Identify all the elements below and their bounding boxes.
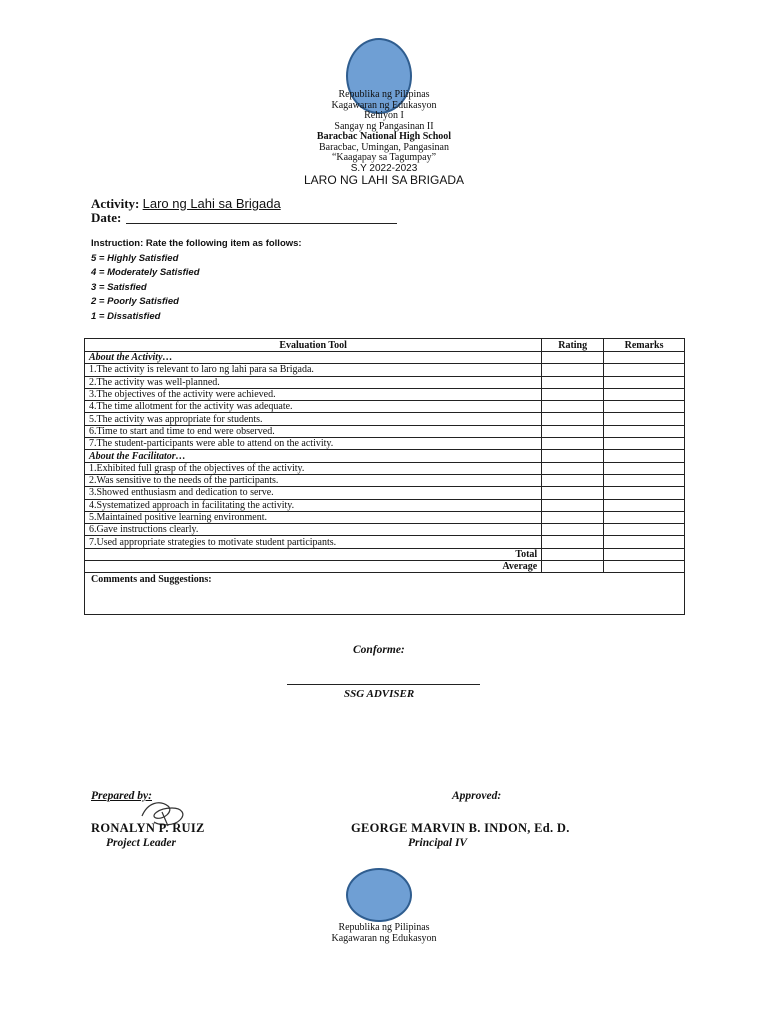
activity-label: Activity:	[91, 196, 140, 211]
footer-letterhead	[0, 923, 768, 944]
footer-line: Kagawaran ng Edukasyon	[331, 932, 437, 944]
header-line: Republika ng Pilipinas	[338, 89, 430, 100]
rating-cell[interactable]	[542, 450, 604, 462]
school-motto: “Kaagapay sa Tagumpay”	[331, 152, 437, 163]
instruction-block	[91, 237, 302, 324]
rating-cell[interactable]	[542, 401, 604, 413]
rating-cell[interactable]	[542, 364, 604, 376]
column-header: Evaluation Tool	[85, 339, 542, 352]
item-text: 4.The time allotment for the activity was adequate.	[85, 401, 542, 413]
header-line: Baracbac, Umingan, Pangasinan	[319, 141, 449, 153]
remarks-cell[interactable]	[604, 462, 685, 474]
column-header: Rating	[542, 339, 604, 352]
total-remarks-cell[interactable]	[604, 548, 685, 560]
rating-cell[interactable]	[542, 413, 604, 425]
remarks-cell[interactable]	[604, 401, 685, 413]
rating-cell[interactable]	[542, 524, 604, 536]
comments-label: Comments and Suggestions:	[91, 574, 212, 585]
item-text: 6.Time to start and time to end were observed.	[85, 425, 542, 437]
remarks-cell[interactable]	[604, 425, 685, 437]
column-header: Remarks	[604, 339, 685, 352]
rating-cell[interactable]	[542, 511, 604, 523]
total-label: Total	[85, 548, 542, 560]
remarks-cell[interactable]	[604, 487, 685, 499]
header-line: Sangay ng Pangasinan II	[334, 120, 434, 132]
instruction-title: Instruction: Rate the following item as follows:	[91, 238, 302, 249]
footer-seal	[346, 868, 412, 922]
document-title: LARO NG LAHI SA BRIGADA	[303, 173, 465, 187]
total-rating-cell[interactable]	[542, 548, 604, 560]
approved-label: Approved:	[452, 790, 502, 802]
rating-cell[interactable]	[542, 376, 604, 388]
remarks-cell[interactable]	[604, 376, 685, 388]
ssg-adviser-role: SSG ADVISER	[344, 688, 415, 700]
rating-cell[interactable]	[542, 536, 604, 548]
date-field	[91, 210, 121, 226]
table-row	[85, 438, 685, 450]
school-year: S.Y 2022-2023	[350, 162, 418, 174]
remarks-cell[interactable]	[604, 536, 685, 548]
item-text: 1.Exhibited full grasp of the objectives of the activity.	[85, 462, 542, 474]
table-row	[85, 413, 685, 425]
section-title: About the Activity…	[85, 352, 542, 364]
item-text: 3.Showed enthusiasm and dedication to serve.	[85, 487, 542, 499]
header-line: Kagawaran ng Edukasyon	[331, 99, 437, 111]
table-row	[85, 462, 685, 474]
item-text: 3.The objectives of the activity were achieved.	[85, 388, 542, 400]
item-text: 5.Maintained positive learning environment.	[85, 511, 542, 523]
table-row	[85, 524, 685, 536]
table-header-row	[85, 339, 685, 352]
approved-name: GEORGE MARVIN B. INDON, Ed. D.	[351, 821, 570, 835]
scale-item: 4 = Moderately Satisfied	[91, 267, 200, 278]
school-name: Baracbac National High School	[316, 131, 452, 142]
activity-value: Laro ng Lahi sa Brigada	[142, 196, 281, 211]
item-text: 5.The activity was appropriate for students.	[85, 413, 542, 425]
evaluation-table	[84, 338, 685, 573]
remarks-cell[interactable]	[604, 438, 685, 450]
rating-cell[interactable]	[542, 462, 604, 474]
remarks-cell[interactable]	[604, 352, 685, 364]
remarks-cell[interactable]	[604, 364, 685, 376]
total-row	[85, 548, 685, 560]
remarks-cell[interactable]	[604, 474, 685, 486]
header-line: Rehiyon I	[364, 110, 404, 121]
remarks-cell[interactable]	[604, 388, 685, 400]
rating-cell[interactable]	[542, 438, 604, 450]
table-row	[85, 487, 685, 499]
table-row	[85, 376, 685, 388]
item-text: 2.The activity was well-planned.	[85, 376, 542, 388]
section-row	[85, 352, 685, 364]
item-text: 2.Was sensitive to the needs of the participants.	[85, 474, 542, 486]
section-title: About the Facilitator…	[85, 450, 542, 462]
table-row	[85, 401, 685, 413]
table-row	[85, 474, 685, 486]
rating-cell[interactable]	[542, 474, 604, 486]
table-row	[85, 536, 685, 548]
remarks-cell[interactable]	[604, 413, 685, 425]
remarks-cell[interactable]	[604, 450, 685, 462]
scale-item: 1 = Dissatisfied	[91, 310, 161, 322]
remarks-cell[interactable]	[604, 499, 685, 511]
table-row	[85, 499, 685, 511]
item-text: 6.Gave instructions clearly.	[85, 524, 542, 536]
scale-item: 3 = Satisfied	[91, 281, 147, 293]
section-row	[85, 450, 685, 462]
signature-line	[287, 684, 480, 685]
rating-cell[interactable]	[542, 388, 604, 400]
table-row	[85, 511, 685, 523]
scale-item: 2 = Poorly Satisfied	[91, 296, 179, 307]
comments-box[interactable]	[84, 572, 685, 615]
remarks-cell[interactable]	[604, 524, 685, 536]
date-label: Date:	[91, 210, 122, 225]
date-line	[126, 223, 397, 224]
letterhead	[0, 90, 768, 187]
rating-cell[interactable]	[542, 425, 604, 437]
average-row	[85, 561, 685, 573]
rating-cell[interactable]	[542, 352, 604, 364]
item-text: 4.Systematized approach in facilitating the activity.	[85, 499, 542, 511]
conforme-label: Conforme:	[353, 644, 405, 656]
average-label: Average	[85, 561, 542, 573]
prepared-by-name: RONALYN P. RUIZ	[91, 821, 205, 835]
item-text: 7.Used appropriate strategies to motivate student participants.	[85, 536, 542, 548]
average-remarks-cell[interactable]	[604, 561, 685, 573]
table-row	[85, 388, 685, 400]
prepared-by-label: Prepared by:	[91, 790, 152, 802]
average-rating-cell[interactable]	[542, 561, 604, 573]
item-text: 7.The student-participants were able to attend on the activity.	[85, 438, 542, 450]
scale-item: 5 = Highly Satisfied	[91, 252, 179, 264]
prepared-by-role: Project Leader	[106, 837, 176, 849]
remarks-cell[interactable]	[604, 511, 685, 523]
table-row	[85, 425, 685, 437]
item-text: 1.The activity is relevant to laro ng lahi para sa Brigada.	[85, 364, 542, 376]
approved-role: Principal IV	[408, 837, 468, 849]
table-row	[85, 364, 685, 376]
footer-line: Republika ng Pilipinas	[338, 922, 430, 933]
rating-cell[interactable]	[542, 499, 604, 511]
rating-cell[interactable]	[542, 487, 604, 499]
